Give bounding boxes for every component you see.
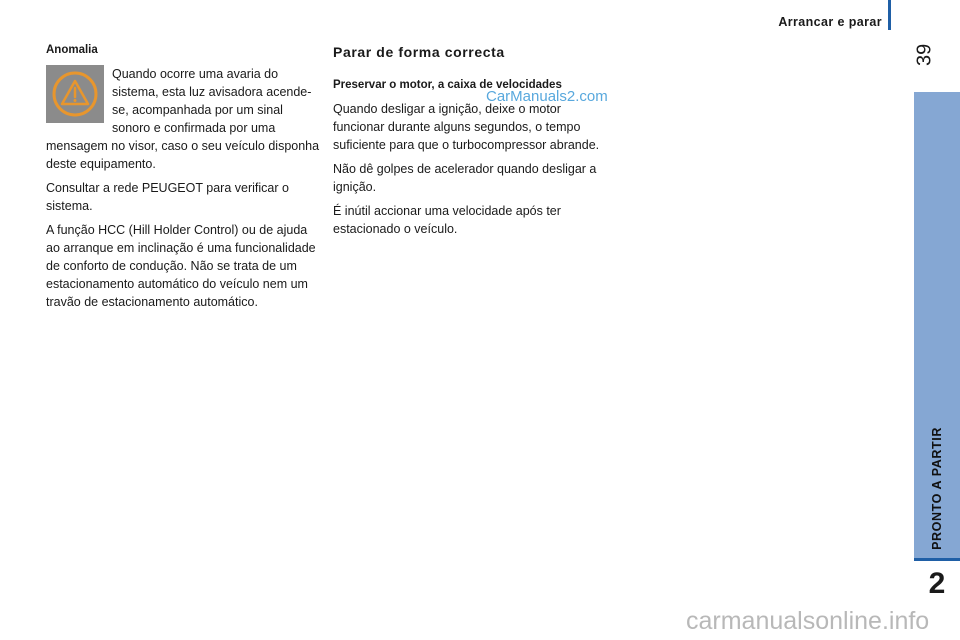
overlay-watermark: CarManuals2.com	[486, 88, 608, 105]
header-rule	[888, 0, 891, 30]
ignition-paragraph: Quando desligar a ignição, deixe o motor funcionar durante alguns segundos, o tempo suficiente para que o turbocompressor abrande.	[333, 102, 600, 152]
page-number: 39	[913, 43, 936, 67]
footer-watermark: carmanualsonline.info	[686, 607, 930, 635]
left-column	[46, 41, 322, 317]
header-title: Arrancar e parar	[778, 15, 882, 29]
side-line	[914, 558, 960, 561]
chapter-number: 2	[928, 567, 946, 600]
right-column	[333, 43, 613, 244]
side-label	[914, 92, 960, 558]
anomaly-heading: Anomalia	[46, 44, 98, 56]
accelerator-paragraph: Não dê golpes de acelerador quando desligar a ignição.	[333, 162, 597, 194]
anomaly-paragraph: Quando ocorre uma avaria do sistema, esta luz avisadora acende-se, acompanhada por um sinal sonoro e confirmada por uma mensagem no visor, caso o seu veículo disponha deste equipamento.	[46, 67, 320, 171]
warning-triangle-icon	[46, 65, 104, 123]
section-label: PRONTO A PARTIR	[930, 427, 944, 550]
section-heading: Parar de forma correcta	[333, 44, 505, 60]
hcc-paragraph: A função HCC (Hill Holder Control) ou de ajuda ao arranque em inclinação é uma funcionalidade de conforto de condução. Não se trata de um estacionamento automático do veículo nem um travão de estacionamento automático.	[46, 223, 316, 309]
preserve-subheading: Preservar o motor, a caixa de velocidades	[333, 79, 562, 91]
gear-paragraph: É inútil accionar uma velocidade após ter estacionado o veículo.	[333, 204, 561, 236]
consult-paragraph: Consultar a rede PEUGEOT para verificar o sistema.	[46, 181, 289, 213]
